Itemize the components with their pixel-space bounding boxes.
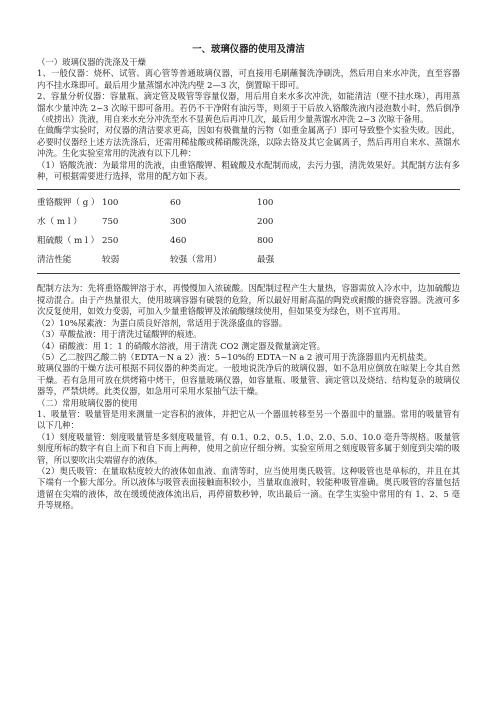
table-cell: 100 (257, 198, 274, 209)
paragraph-pipette: 1、吸量管：吸量管是用来测量一定容积的液体，并把它从一个器皿转移至另一个器皿中的量器。常用的吸量管有以下几种： (37, 408, 460, 431)
list-item-oxalate: （3）草酸盐液：用于清洗过锰酸钾的痕迹。 (37, 329, 202, 340)
paragraph-preparation-method: 配制方法为：先将重铬酸钾溶于水，再慢慢加入浓硫酸。因配制过程产生大量热，容器需放入冷水中，边加硫酸边搅动混合。由于产热量很大，使用玻璃容器有破裂的危险，所以最好用耐高温的陶瓷或耐酸的搪瓷容器。洗液可多次反复使用，如效力变弱，可加入少量重铬酸钾及浓硫酸继续使用，但如果变为绿色，则不宜再用。 (37, 283, 460, 317)
document-page (37, 44, 460, 512)
paragraph-general-instruments: 1、一般仪器：烧杯、试管、离心管等普通玻璃仪器，可直接用毛刷蘸餐洗净刷洗，然后用自来水冲洗，直至容器内不挂水珠即可。最后用少量蒸馏水冲洗内壁 2—3 次，倒置晾干即可。 (37, 68, 460, 90)
document-title: 一、玻璃仪器的使用及清洁 (192, 44, 305, 55)
table-cell: 60 (170, 198, 181, 209)
list-item-ostwald-pipette: （2）奥氏吸管：在量取粘度较大的液体如血液、血清等时，应当使用奥氏吸管。这种吸管也是单标的，并且在其下端有一个膨大部分。所以液体与吸管表面接触面积较小，当量取血液时，较能种吸管准确。奥氏吸管的容量包括遗留在尖端的液体，故在缓缓使液体流出后，再停留数秒钟，吹出最后一滴。在学生实验中常用的有 1、2、5 毫升等规格。 (37, 465, 460, 511)
list-item-urea: （2）10%尿素液：为蛋白质良好溶剂，常适用于洗涤盛血的容器。 (37, 317, 288, 328)
table-cell: 300 (170, 217, 187, 228)
chromic-acid-recipe-table (37, 189, 460, 274)
table-cell: 清洁性能 (37, 255, 72, 266)
table-cell: 较强（常用） (170, 255, 222, 266)
table-row (37, 232, 460, 251)
paragraph-chromic-acid: （1）铬酸洗液：为最常用的洗液，由重铬酸钾、粗硫酸及水配制而成，去污力强，清洗效果好。其配制方法有多种，可根据需要进行选择，常用的配方如下表。 (37, 159, 460, 182)
list-item-nitric-acid: （4）硝酸液：用 1：1 的硝酸水溶液，用于清洗 CO2 测定器及微量滴定管。 (37, 340, 326, 351)
paragraph-volumetric-instruments: 2、容量分析仪器：容量瓶、滴定管及吸管等容量仪器，用后用自来水多次冲洗，如能清洁（壁不挂水珠），再用蒸馏水少量冲洗 2~3 次晾干即可备用。若仍不干净附有油污等，则须于干后放入铬酸洗液内浸泡数小时，然后倒净（或捞出）洗液，用自来水充分冲洗至水不显黄色后再冲几次，最后用少量蒸馏水冲洗 2~3 次晾干备用。 (37, 91, 460, 125)
table-cell: 100 (102, 198, 119, 209)
table-cell: 较弱 (102, 255, 120, 266)
table-cell: 粗硫酸（ m l ） (37, 236, 100, 247)
list-item-graduated-pipette: （1）刻度吸量管：刻度吸量管是多刻度吸量管，有 0.1、0.2、0.5、1.0、2.0、5.0、10.0 毫升等规格。吸量管刻度所标的数字有自上而下和自下而上两种，使用之前应仔细分辨。实验室所用之刻度吸管多属于刻度到尖端的吸管，所以要吹出尖端留存的液体。 (37, 431, 460, 465)
table-cell: 水（ m l ） (37, 217, 82, 228)
table-row (37, 251, 460, 270)
table-cell: 800 (257, 236, 274, 247)
table-cell: 重铬酸钾（ g ） (37, 198, 100, 209)
paragraph-enzyme-experiments: 在做酶学实验时，对仪器的清洁要求更高，因如有极微量的污物（如重金属离子）即可导致整个实验失败。因此，必要时仪器经上述方法洗涤后，还需用稀盐酸或稀硝酸洗涤，以除去铬及其它金属离子，然后再用自来水、蒸馏水冲洗。生化实验室常用的洗液有以下几种： (37, 125, 460, 159)
table-cell: 最强 (257, 255, 275, 266)
table-cell: 250 (102, 236, 119, 247)
section-heading-usage: （二）常用玻璃仪器的使用 (37, 397, 138, 408)
table-row (37, 194, 460, 213)
paragraph-drying: 玻璃仪器的干燥方法可根据不同仪器的种类而定。一般地说洗净后的玻璃仪器，如不急用应倒放在晾架上令其自然干燥。若有急用可放在烘烤箱中烤干，但容量玻璃仪器，如容量瓶、吸量管、滴定管以及烧结、结构复杂的玻璃仪器等，严禁烘烤。此类仪器，如急用可采用水泵抽气法干燥。 (37, 363, 460, 397)
table-cell: 750 (102, 217, 119, 228)
table-row (37, 213, 460, 232)
list-item-edta: （5）乙二胺四乙酸二钠（EDTA－N a 2）液：5~10%的 EDTA－N a 2 液可用于洗涤器皿内无机盐类。 (37, 351, 433, 362)
table-cell: 200 (257, 217, 274, 228)
section-heading-washing: （一）玻璃仪器的洗涤及干燥 (37, 57, 146, 67)
table-cell: 460 (170, 236, 187, 247)
